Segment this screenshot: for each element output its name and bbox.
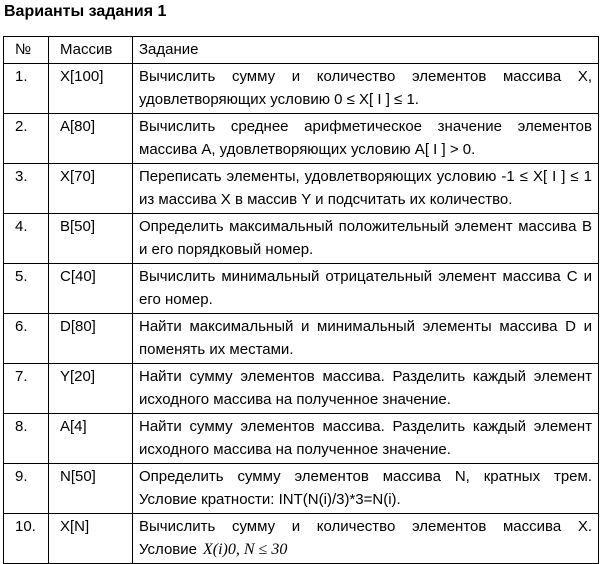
assignment-table (3, 36, 599, 564)
table-body (4, 64, 599, 564)
column-header-array: Массив (49, 37, 133, 64)
row-number: 5. (4, 264, 49, 314)
row-task: Переписать элементы, удовлетворяющих условию -1 ≤ X[ I ] ≤ 1 из массива X в массив Y и подсчитать их количество. (133, 164, 599, 214)
row-array: A[4] (49, 414, 133, 464)
row-number: 3. (4, 164, 49, 214)
row-number: 8. (4, 414, 49, 464)
row-task: Определить сумму элементов массива N, кратных трем. Условие кратности: INT(N(i)/3)*3=N(i). (133, 464, 599, 514)
row-number: 10. (4, 514, 49, 564)
table-row (4, 314, 599, 364)
row-array: C[40] (49, 264, 133, 314)
table-row (4, 264, 599, 314)
row-array: B[50] (49, 214, 133, 264)
row-task (133, 514, 599, 564)
row-array: X[N] (49, 514, 133, 564)
row-array: Y[20] (49, 364, 133, 414)
row-array: D[80] (49, 314, 133, 364)
row-array: X[70] (49, 164, 133, 214)
column-header-task: Задание (133, 37, 599, 64)
table-row (4, 114, 599, 164)
column-header-number: № (4, 37, 49, 64)
table-row (4, 414, 599, 464)
table-row (4, 464, 599, 514)
page-title: Варианты задания 1 (4, 3, 167, 20)
row-number: 7. (4, 364, 49, 414)
row-number: 2. (4, 114, 49, 164)
row-task: Вычислить минимальный отрицательный элемент массива C и его номер. (133, 264, 599, 314)
row-task-text: Вычислить сумму и количество элементов массива X. Условие (139, 518, 592, 558)
row-number: 1. (4, 64, 49, 114)
row-array: A[80] (49, 114, 133, 164)
row-number: 6. (4, 314, 49, 364)
row-task: Найти сумму элементов массива. Разделить каждый элемент исходного массива на полученное значение. (133, 414, 599, 464)
condition-formula: X(i)0, N ≤ 30 (202, 541, 288, 558)
table-row (4, 514, 599, 564)
row-task: Вычислить сумму и количество элементов массива X, удовлетворяющих условию 0 ≤ X[ I ] ≤ 1. (133, 64, 599, 114)
row-number: 9. (4, 464, 49, 514)
table-row (4, 364, 599, 414)
table-row (4, 164, 599, 214)
row-number: 4. (4, 214, 49, 264)
row-task: Вычислить среднее арифметическое значение элементов массива A, удовлетворяющих условию A[ I ] > 0. (133, 114, 599, 164)
row-array: X[100] (49, 64, 133, 114)
row-task: Найти максимальный и минимальный элементы массива D и поменять их местами. (133, 314, 599, 364)
row-array: N[50] (49, 464, 133, 514)
table-row (4, 214, 599, 264)
row-task: Определить максимальный положительный элемент массива B и его порядковый номер. (133, 214, 599, 264)
table-row (4, 64, 599, 114)
table-header-row (4, 37, 599, 64)
row-task: Найти сумму элементов массива. Разделить каждый элемент исходного массива на полученное значение. (133, 364, 599, 414)
